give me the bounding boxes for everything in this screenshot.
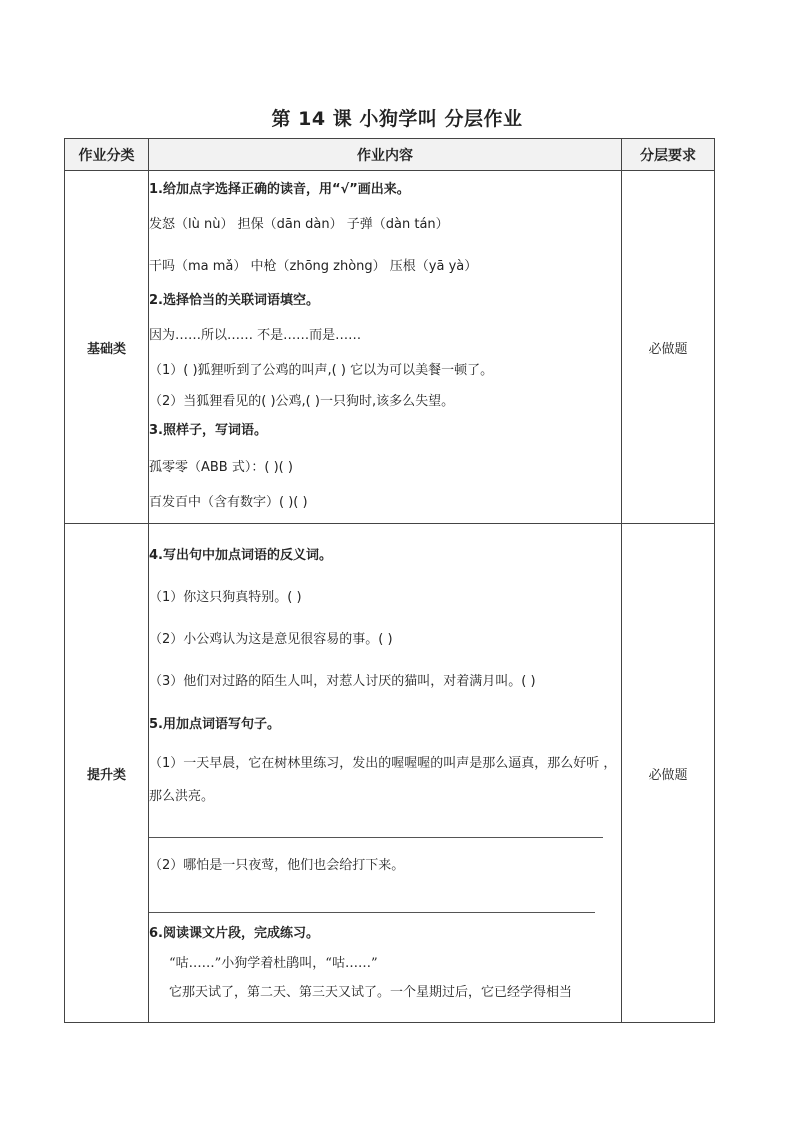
question-2-title: 2.选择恰当的关联词语填空。 — [149, 293, 319, 308]
answer-line-1 — [149, 837, 603, 838]
table-row-basic — [65, 171, 715, 524]
answer-line-2 — [149, 912, 595, 913]
question-5-item-1: （1）一天早晨，它在树林里练习，发出的喔喔喔的叫声是那么逼真，那么好听 ，那么洪亮。 — [149, 756, 617, 804]
question-6-paragraph-2: 它那天试了，第二天、第三天又试了。一个星期过后，它已经学得相当 — [169, 985, 573, 1000]
homework-table — [64, 138, 715, 1023]
category-basic: 基础类 — [65, 171, 149, 524]
question-3-item-2: 百发百中（含有数字）( )( ) — [149, 495, 308, 510]
page-title: 第 14 课 小狗学叫 分层作业 — [271, 108, 523, 130]
requirement-basic: 必做题 — [622, 171, 715, 524]
question-1-title: 1.给加点字选择正确的读音，用“√”画出来。 — [149, 182, 410, 197]
question-1-line-1: 发怒（lù nù） 担保（dān dàn） 子弹（dàn tán） — [149, 217, 449, 232]
question-6-title: 6.阅读课文片段，完成练习。 — [149, 926, 319, 941]
table-header-row — [65, 139, 715, 171]
content-basic — [149, 171, 622, 524]
question-4-item-1: （1）你这只狗真特别。( ) — [149, 590, 302, 605]
question-2-item-1: （1）( )狐狸听到了公鸡的叫声,( ) 它以为可以美餐一顿了。 — [149, 363, 494, 378]
question-5-item-2: （2）哪怕是一只夜莺，他们也会给打下来。 — [149, 858, 405, 873]
question-3-title: 3.照样子，写词语。 — [149, 423, 267, 438]
question-4-title: 4.写出句中加点词语的反义词。 — [149, 548, 332, 563]
question-5-title: 5.用加点词语写句子。 — [149, 717, 280, 732]
question-1-line-2: 干吗（ma mǎ） 中枪（zhōng zhòng） 压根（yā yà） — [149, 259, 478, 274]
question-3-item-1: 孤零零（ABB 式）：( )( ) — [149, 460, 293, 475]
requirement-advanced: 必做题 — [622, 524, 715, 1023]
question-2-item-2: （2）当狐狸看见的( )公鸡,( )一只狗时,该多么失望。 — [149, 394, 455, 409]
table-row-advanced — [65, 524, 715, 1023]
content-advanced — [149, 524, 622, 1023]
category-advanced: 提升类 — [65, 524, 149, 1023]
question-2-options: 因为……所以…… 不是……而是…… — [149, 328, 362, 343]
question-6-paragraph-1: “咕……”小狗学着杜鹃叫，“咕……” — [169, 956, 378, 971]
question-4-item-2: （2）小公鸡认为这是意见很容易的事。( ) — [149, 632, 393, 647]
question-4-item-3: （3）他们对过路的陌生人叫，对惹人讨厌的猫叫，对着满月叫。( ) — [149, 674, 536, 689]
header-content: 作业内容 — [149, 139, 622, 171]
header-category: 作业分类 — [65, 139, 149, 171]
header-requirement: 分层要求 — [622, 139, 715, 171]
